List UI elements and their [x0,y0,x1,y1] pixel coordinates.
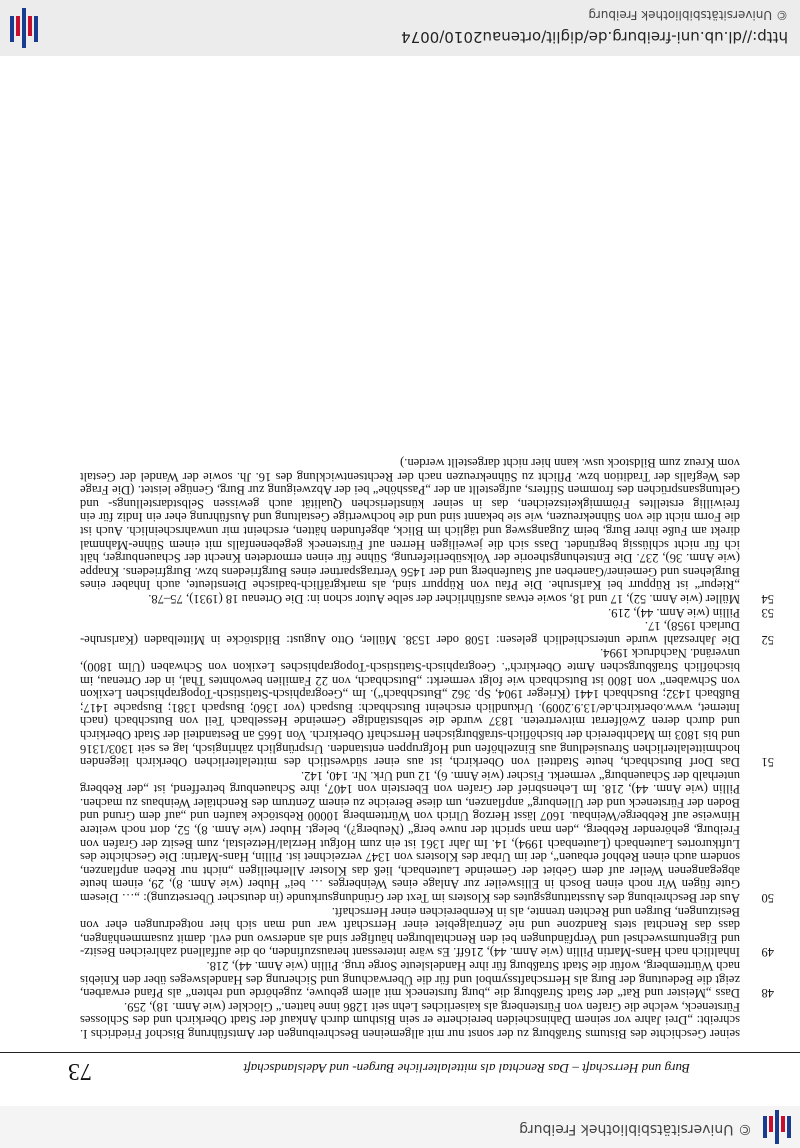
header-rule [0,1052,800,1053]
footnote-text: Die Jahreszahl wurde unterschiedlich gelesen: 1508 oder 1538. Müller, Otto August: Bildstöcke in Mittelbaden (Karlsruhe-Durlach 1958), 17. [80,619,740,647]
footnote-50 [80,768,774,906]
library-bottom-strip [0,0,800,56]
footnote-53 [80,605,774,620]
top-strip-label: © Universitätsbibliothek Freiburg [519,1121,752,1137]
footnote-49 [80,904,774,960]
footnote-number: 53 [761,605,774,620]
footnote-text: Aus der Beschreibung des Ausstattungsgutes des Klosters im Text der Gründungsurkunde (in deutscher Übersetzung): „… Diesem Gute fügen Wir noch einen Bosch in Ellisweiler zur Anlage eines Weinberges … bei“ Huber (wie Anm. 8), 29, einem heute abgegangenen Weiler auf dem Gebiet der Gemeinde Lautenbach, ließ das Kloster Allerheiligen „nicht nur Reben anpflanzen, sondern auch einen Rebhof erbauen“, der im Urbar des Klosters von 1347 verzeichnet ist. Pillin, Hans-Martin: Die Geschichte des Luftkurortes Lautenbach (Lautenbach 1994), 14. Im Jahr 1361 ist ein zum Hofgut Herzlal/Hetzelstal, zum Besitz der Grafen von Freiburg, gehörender Rebberg, „den man spricht der nuwe berg“ (Neuberg?), belegt. Huber (wie Anm. 8), 52, dort noch weitere Hinweise auf Rebberge/Weinbau. 1607 lässt Herzog Ulrich von Württemberg 10000 Rebstöcke kaufen und „auf dem Grund und Boden der Fürsteneck und der Ullenburg“ anpflanzen, um diese Bereiche zu einem Zentrum des Renchtäler Weinbaus zu machen. Pillin (wie Anm. 44), 218. Im Lehensbrief der Grafen von Eberstein von 1407, ihre Schauenburg betreffend, ist „der Rebberg unterhalb der Schauenburg“ vermerkt. Fischer (wie Anm. 6), 12 und Urk. Nr. 140, 142. [80,768,740,906]
footnote-text: Müller (wie Anm. 52), 17 und 18, sowie etwas ausführlicher der selbe Autor schon in: Die Ortenau 18 (1931), 75–78. [148,592,740,606]
footnote-block [80,455,774,1041]
footnote-54-continuation: „Riepur“ ist Rüppurr bei Karlsruhe. Die Pfau von Rüppurr sind, als markgräflich-badische Dienstleute, auch Inhaber eines Burglehens und Gemeiner/Ganerben auf Staufenberg und der 1456 Vertragspartner eines Burgfriedens bzw. Burgfriedens. Knappe (wie Anm. 36), 237. Die Entstehungstheorie der Volksüberlieferung, Sühne für einen ermordeten Knecht der Schauenburger, hält ich für nicht schlüssig begründet. Dass sich die jeweiligen Herren auf Fürsteneck gegebenenfalls mit einem Sühne-Mahnmal direkt am Fuße ihrer Burg, beim Zugangsweg und täglich im Blick, abgefunden hätten, erscheint mir unwahrscheinlich. Auch ist die Form nicht die von Sühnekreuzen, wie sie bekannt sind und die hochwertige Gestaltung und Ausführung eher ein Indiz für ein freiwillig erstelltes Frömmigkeitszeichen, das in seiner künstlerischen Qualität auch gewissen Selbstdarstellungs- und Geltungsansprüchen des frommen Stifters, aufgestellt an der „Passhöhe“ bei der Abzweigung zur Burg, Genüge leistet. (Die Frage des Wegfalls der Tradition bzw. Pflicht zu Sühnekreuzen nach der Rechtsentwicklung des 16. Jh. sowie der Wandel der Gestalt vom Kreuz zum Bildstock usw. kann hier nicht dargestellt werden.) [80,456,740,593]
scanned-page [0,56,800,1106]
library-logo-icon [760,1110,794,1144]
footnote-number: 54 [761,592,774,606]
footnote-text: Das Dorf Butschbach, heute Stadtteil von Oberkirch, ist aus einer südwestlich des mittelalterlichen Oberkirch liegenden hochmittelalterlichen Streusiedlung aus Einzelhöfen und Hofgruppen entstanden. Ursprünglich zähringisch, lag es seit 1303/1316 und bis 1803 im Machtbereich der bischöflich-straßburgischen Herrschaft Oberkirch. Von 1665 an Bestandteil der Stadt Oberkirch und durch deren Zwölferrat mitvertreten. 1837 wurde die selbstständige Gemeinde Hesselbach Teil von Butschbach (nach Internet, www.oberkirch.de/13.9.2009). Urkundlich erscheint Butschbach: Buspach (vor 1360; Buspach 1381; Buspache 1417; Bußbach 1432; Buschbach 1441 (Krieger 1904, Sp. 362 „Butschbach“). Im „Geographisch-Statistisch-Topographischen Lexikon von Schwaben“ von 1800 ist Butschbach wie folgt vermerkt: „Butschbach, von 22 Familien bewohntes Thal, in der Ortenau, im bischöflich Straßburgschen Amte Oberkirch“. Geographisch-Statistisch-Topographisches Lexikon von Schwaben (Ulm 1800), unveränd. Nachdruck 1994. [80,646,740,770]
footnote-text: Inhaltlich nach Hans-Martin Pillin (wie Anm. 44), 216ff. Es wäre interessant herauszufinden, ob die auffallend zahlreichen Besitz- und Eigentumswechsel und Verpfändungen bei den Renchtalburgen häufiger sind als anderswo und evtl. damit zusammenhängen, dass das Renchtal stets Randzone und nie Zentralgebiet einer Herrschaft war und man sich hier notgedrungen eher von Besitzungen, Burgen und Rechten trennte, als in Kernbereichen einer Herrschaft. [80,904,740,960]
footnote-number: 52 [761,632,774,647]
footnote-48 [80,958,774,1001]
footnote-51 [80,646,774,770]
footnote-54 [80,591,774,606]
footnote-52 [80,619,774,647]
footnote-number: 49 [761,945,774,960]
footnote-number: 50 [761,891,774,906]
page-header [0,1052,800,1096]
library-top-strip [0,1105,800,1148]
footnote-number: 48 [761,986,774,1001]
footnote-text: Dass „Meister und Rat“ der Stadt Straßburg die „burg fursteneck mit allem gebuwe, zugehörde und rehten“ als Pfand erwarben, zeigt die Bedeutung der Burg als Herrschaftssymbol und für die Überwachung und Sicherung des Handelsweges über den Kniebis nach Württemberg, wofür die Stadt Straßburg für ihre Handelsleute Sorge trug. Pillin (wie Anm. 44), 218. [80,959,740,1001]
running-title: Burg und Herrschaft – Das Renchtal als mittelalterliche Burgen- und Adelslandschaft [243,1061,690,1076]
copyright-label: © Universitätsbibliothek Freiburg [588,8,788,22]
footnote-text: Pillin (wie Anm. 44), 219. [608,605,740,620]
footnote-continuation-top: seiner Geschichte des Bistums Straßburg zu der sonst nur mit allgemeinen Beschreibungen der Amtsführung Bischof Friedrichs I. schreibt: „Drei Jahre vor seinem Dahinscheiden bereicherte er sein Bisthum durch Ankauf der Stadt Oberkirch und des Schlosses Fürsteneck, welche die Grafen von Fürstenberg als kaiserliches Lehn seit 1286 inne hatten.“ Glöckler (wie Anm. 18), 259. [80,999,740,1041]
page-number: 73 [68,1058,92,1084]
footnote-number: 51 [761,755,774,770]
library-logo-icon [6,8,42,48]
source-url-link[interactable]: http://dl.ub.uni-freiburg.de/diglit/ortenau2010/0074 [401,28,788,46]
